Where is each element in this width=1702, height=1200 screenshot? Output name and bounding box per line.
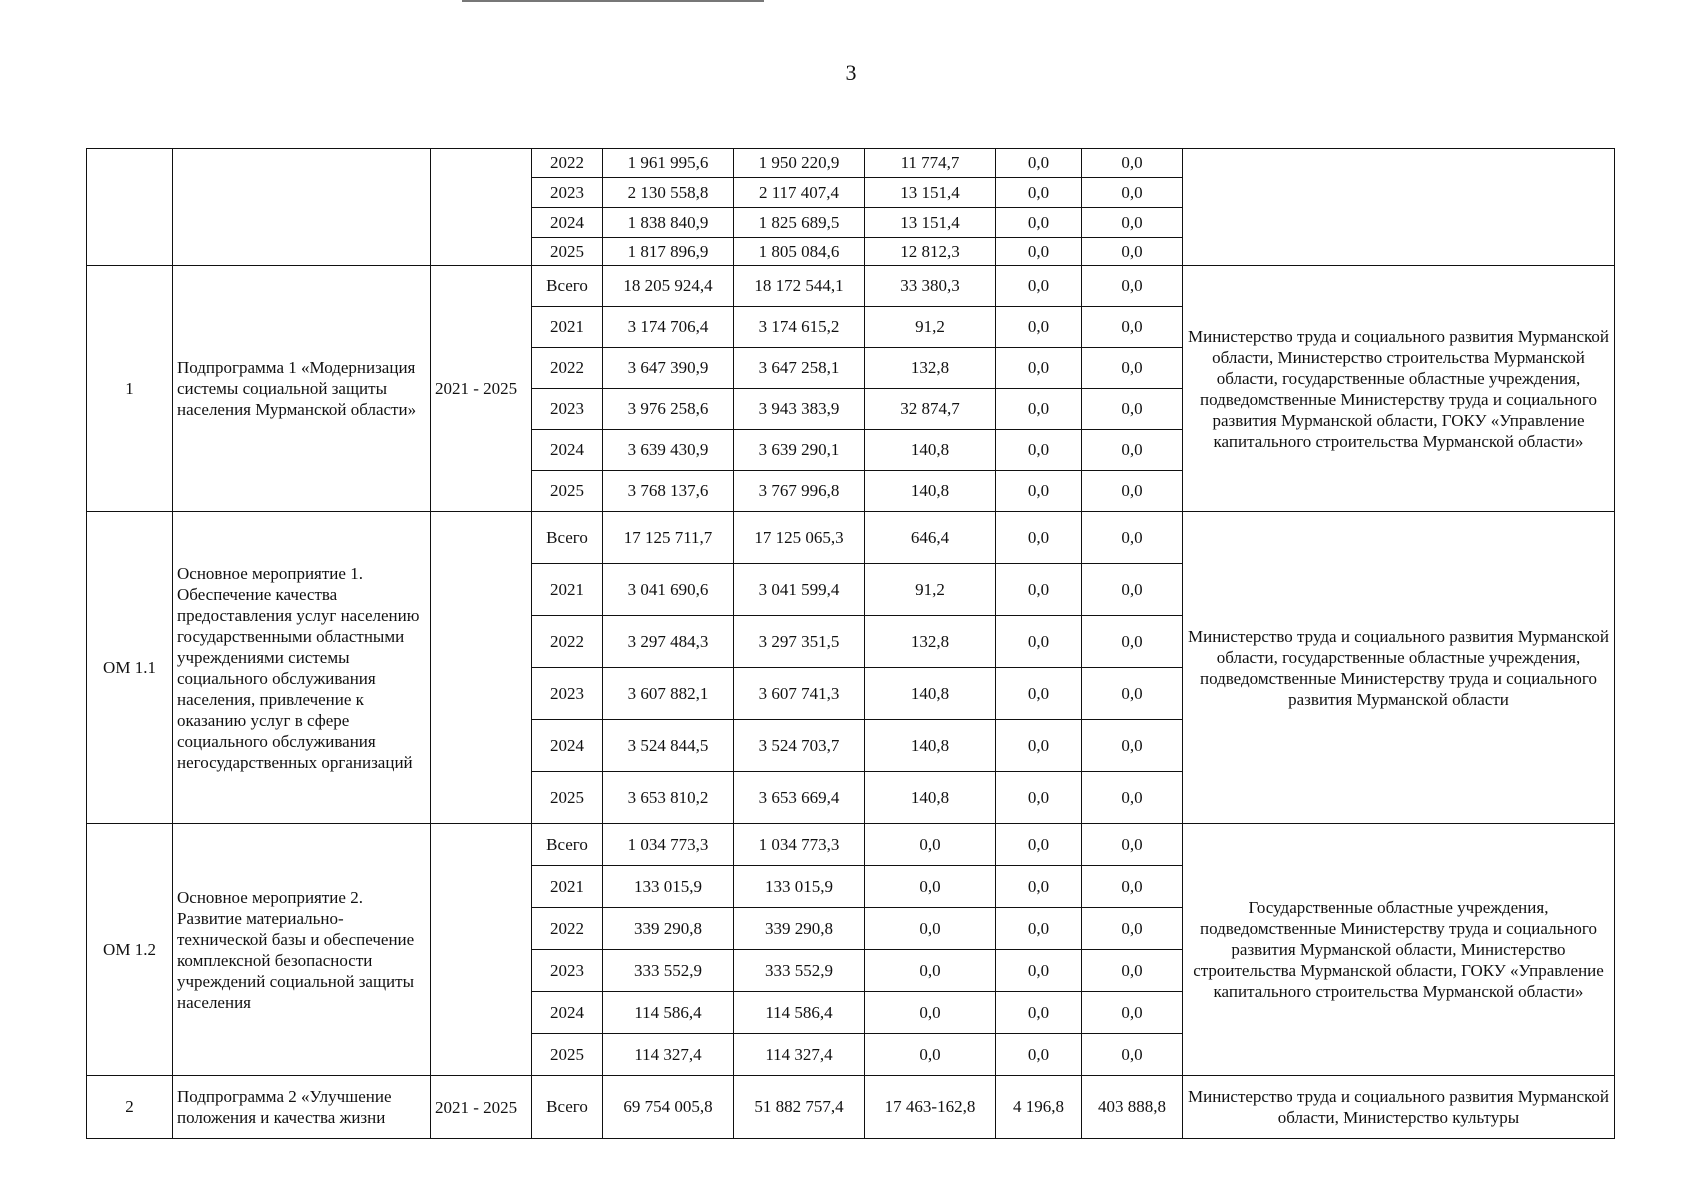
regional-budget-cell: 3 767 996,8 [734,471,865,512]
local-budget-cell: 0,0 [996,208,1082,238]
year-cell: 2023 [532,178,603,208]
total-cell: 1 034 773,3 [603,824,734,866]
year-cell: 2025 [532,772,603,824]
regional-budget-cell: 18 172 544,1 [734,266,865,307]
federal-budget-cell: 11 774,7 [865,149,996,178]
year-cell: 2023 [532,668,603,720]
year-cell: 2022 [532,149,603,178]
regional-budget-cell: 3 639 290,1 [734,430,865,471]
year-cell: 2021 [532,564,603,616]
regional-budget-cell: 3 607 741,3 [734,668,865,720]
item-name-cell: Основное мероприятие 1. Обеспечение качества предоставления услуг населению государственными областными учреждениями системы социального обслуживания населения, привлечение к оказанию услуг в сфере социального обслуживания негосударственных организаций [173,512,431,824]
total-cell: 3 976 258,6 [603,389,734,430]
regional-budget-cell: 3 297 351,5 [734,616,865,668]
local-budget-cell: 0,0 [996,266,1082,307]
total-cell: 3 174 706,4 [603,307,734,348]
federal-budget-cell: 140,8 [865,772,996,824]
funding-table [86,148,1615,1139]
period-cell [431,512,532,824]
total-cell: 133 015,9 [603,866,734,908]
executors-cell: Министерство труда и социального развития Мурманской области, государственные областные учреждения, подведомственные Министерству труда и социального развития Мурманской области [1183,512,1615,824]
total-cell: 3 639 430,9 [603,430,734,471]
local-budget-cell: 0,0 [996,950,1082,992]
period-cell: 2021 - 2025 [431,266,532,512]
local-budget-cell: 4 196,8 [996,1076,1082,1139]
period-cell [431,824,532,1076]
regional-budget-cell: 333 552,9 [734,950,865,992]
total-cell: 69 754 005,8 [603,1076,734,1139]
other-sources-cell: 0,0 [1082,1034,1183,1076]
year-cell: 2025 [532,471,603,512]
item-number-cell: ОМ 1.2 [87,824,173,1076]
total-cell: 114 327,4 [603,1034,734,1076]
federal-budget-cell: 13 151,4 [865,208,996,238]
local-budget-cell: 0,0 [996,616,1082,668]
year-cell: 2025 [532,238,603,266]
table-row [87,1076,1615,1139]
regional-budget-cell: 339 290,8 [734,908,865,950]
local-budget-cell: 0,0 [996,178,1082,208]
local-budget-cell: 0,0 [996,564,1082,616]
regional-budget-cell: 3 647 258,1 [734,348,865,389]
total-cell: 2 130 558,8 [603,178,734,208]
regional-budget-cell: 3 174 615,2 [734,307,865,348]
total-cell: 1 961 995,6 [603,149,734,178]
other-sources-cell: 0,0 [1082,348,1183,389]
local-budget-cell: 0,0 [996,866,1082,908]
other-sources-cell: 0,0 [1082,564,1183,616]
local-budget-cell: 0,0 [996,471,1082,512]
total-cell: 17 125 711,7 [603,512,734,564]
other-sources-cell: 0,0 [1082,772,1183,824]
regional-budget-cell: 3 943 383,9 [734,389,865,430]
federal-budget-cell: 91,2 [865,564,996,616]
other-sources-cell: 0,0 [1082,389,1183,430]
local-budget-cell: 0,0 [996,348,1082,389]
local-budget-cell: 0,0 [996,992,1082,1034]
other-sources-cell: 0,0 [1082,208,1183,238]
federal-budget-cell: 140,8 [865,471,996,512]
item-number-cell: 2 [87,1076,173,1139]
year-cell: 2021 [532,307,603,348]
name-cell [173,149,431,266]
federal-budget-cell: 140,8 [865,668,996,720]
table-row [87,824,1615,866]
year-cell: 2024 [532,720,603,772]
total-cell: 3 524 844,5 [603,720,734,772]
total-cell: 3 297 484,3 [603,616,734,668]
other-sources-cell: 0,0 [1082,992,1183,1034]
total-cell: 1 838 840,9 [603,208,734,238]
table-row [87,149,1615,178]
federal-budget-cell: 0,0 [865,908,996,950]
local-budget-cell: 0,0 [996,307,1082,348]
total-cell: 3 607 882,1 [603,668,734,720]
other-sources-cell: 0,0 [1082,720,1183,772]
federal-budget-cell: 0,0 [865,824,996,866]
table-body [87,149,1615,1139]
other-sources-cell: 0,0 [1082,866,1183,908]
federal-budget-cell: 33 380,3 [865,266,996,307]
total-cell: 18 205 924,4 [603,266,734,307]
executors-cell: Министерство труда и социального развития Мурманской области, Министерство культуры [1183,1076,1615,1139]
local-budget-cell: 0,0 [996,824,1082,866]
scan-artifact-line [462,0,764,2]
total-cell: 333 552,9 [603,950,734,992]
item-number-cell: 1 [87,266,173,512]
item-name-cell: Подпрограмма 1 «Модернизация системы социальной защиты населения Мурманской области» [173,266,431,512]
local-budget-cell: 0,0 [996,668,1082,720]
year-cell: Всего [532,824,603,866]
table-row [87,266,1615,307]
federal-budget-cell: 91,2 [865,307,996,348]
local-budget-cell: 0,0 [996,389,1082,430]
local-budget-cell: 0,0 [996,430,1082,471]
other-sources-cell: 0,0 [1082,307,1183,348]
federal-budget-cell: 0,0 [865,992,996,1034]
local-budget-cell: 0,0 [996,512,1082,564]
page-number: 3 [845,60,857,85]
other-sources-cell: 0,0 [1082,908,1183,950]
total-cell: 114 586,4 [603,992,734,1034]
regional-budget-cell: 3 653 669,4 [734,772,865,824]
executors-cell: Государственные областные учреждения, подведомственные Министерству труда и социального развития Мурманской области, Министерство строительства Мурманской области, ГОКУ «Управление капитального строительства Мурманской области» [1183,824,1615,1076]
local-budget-cell: 0,0 [996,772,1082,824]
other-sources-cell: 0,0 [1082,824,1183,866]
regional-budget-cell: 51 882 757,4 [734,1076,865,1139]
regional-budget-cell: 1 825 689,5 [734,208,865,238]
period-cell [431,149,532,266]
other-sources-cell: 0,0 [1082,430,1183,471]
item-name-cell: Основное мероприятие 2. Развитие материально-технической базы и обеспечение комплексной безопасности учреждений социальной защиты населения [173,824,431,1076]
regional-budget-cell: 17 125 065,3 [734,512,865,564]
year-cell: 2024 [532,992,603,1034]
federal-budget-cell: 32 874,7 [865,389,996,430]
year-cell: 2024 [532,430,603,471]
total-cell: 3 647 390,9 [603,348,734,389]
regional-budget-cell: 3 524 703,7 [734,720,865,772]
federal-budget-cell: 132,8 [865,348,996,389]
year-cell: 2023 [532,950,603,992]
year-cell: 2022 [532,908,603,950]
federal-budget-cell: 646,4 [865,512,996,564]
total-cell: 339 290,8 [603,908,734,950]
year-cell: Всего [532,512,603,564]
other-sources-cell: 0,0 [1082,149,1183,178]
regional-budget-cell: 114 327,4 [734,1034,865,1076]
other-sources-cell: 0,0 [1082,950,1183,992]
year-cell: 2022 [532,348,603,389]
total-cell: 1 817 896,9 [603,238,734,266]
local-budget-cell: 0,0 [996,908,1082,950]
regional-budget-cell: 1 034 773,3 [734,824,865,866]
local-budget-cell: 0,0 [996,238,1082,266]
num-cell [87,149,173,266]
year-cell: Всего [532,266,603,307]
year-cell: 2023 [532,389,603,430]
total-cell: 3 768 137,6 [603,471,734,512]
local-budget-cell: 0,0 [996,149,1082,178]
regional-budget-cell: 3 041 599,4 [734,564,865,616]
total-cell: 3 041 690,6 [603,564,734,616]
other-sources-cell: 0,0 [1082,471,1183,512]
federal-budget-cell: 140,8 [865,720,996,772]
regional-budget-cell: 114 586,4 [734,992,865,1034]
federal-budget-cell: 13 151,4 [865,178,996,208]
federal-budget-cell: 140,8 [865,430,996,471]
item-number-cell: ОМ 1.1 [87,512,173,824]
federal-budget-cell: 0,0 [865,950,996,992]
executors-cell [1183,149,1615,266]
other-sources-cell: 0,0 [1082,668,1183,720]
federal-budget-cell: 0,0 [865,866,996,908]
federal-budget-cell: 12 812,3 [865,238,996,266]
year-cell: Всего [532,1076,603,1139]
regional-budget-cell: 1 950 220,9 [734,149,865,178]
federal-budget-cell: 0,0 [865,1034,996,1076]
regional-budget-cell: 133 015,9 [734,866,865,908]
other-sources-cell: 0,0 [1082,178,1183,208]
item-name-cell: Подпрограмма 2 «Улучшение положения и качества жизни [173,1076,431,1139]
local-budget-cell: 0,0 [996,1034,1082,1076]
other-sources-cell: 0,0 [1082,512,1183,564]
other-sources-cell: 0,0 [1082,266,1183,307]
table-row [87,512,1615,564]
period-cell: 2021 - 2025 [431,1076,532,1139]
total-cell: 3 653 810,2 [603,772,734,824]
local-budget-cell: 0,0 [996,720,1082,772]
year-cell: 2021 [532,866,603,908]
year-cell: 2022 [532,616,603,668]
other-sources-cell: 403 888,8 [1082,1076,1183,1139]
year-cell: 2025 [532,1034,603,1076]
regional-budget-cell: 1 805 084,6 [734,238,865,266]
federal-budget-cell: 132,8 [865,616,996,668]
year-cell: 2024 [532,208,603,238]
federal-budget-cell: 17 463-162,8 [865,1076,996,1139]
other-sources-cell: 0,0 [1082,238,1183,266]
executors-cell: Министерство труда и социального развития Мурманской области, Министерство строительства Мурманской области, государственные областные учреждения, подведомственные Министерству труда и социального развития Мурманской области, ГОКУ «Управление капитального строительства Мурманской области» [1183,266,1615,512]
other-sources-cell: 0,0 [1082,616,1183,668]
regional-budget-cell: 2 117 407,4 [734,178,865,208]
